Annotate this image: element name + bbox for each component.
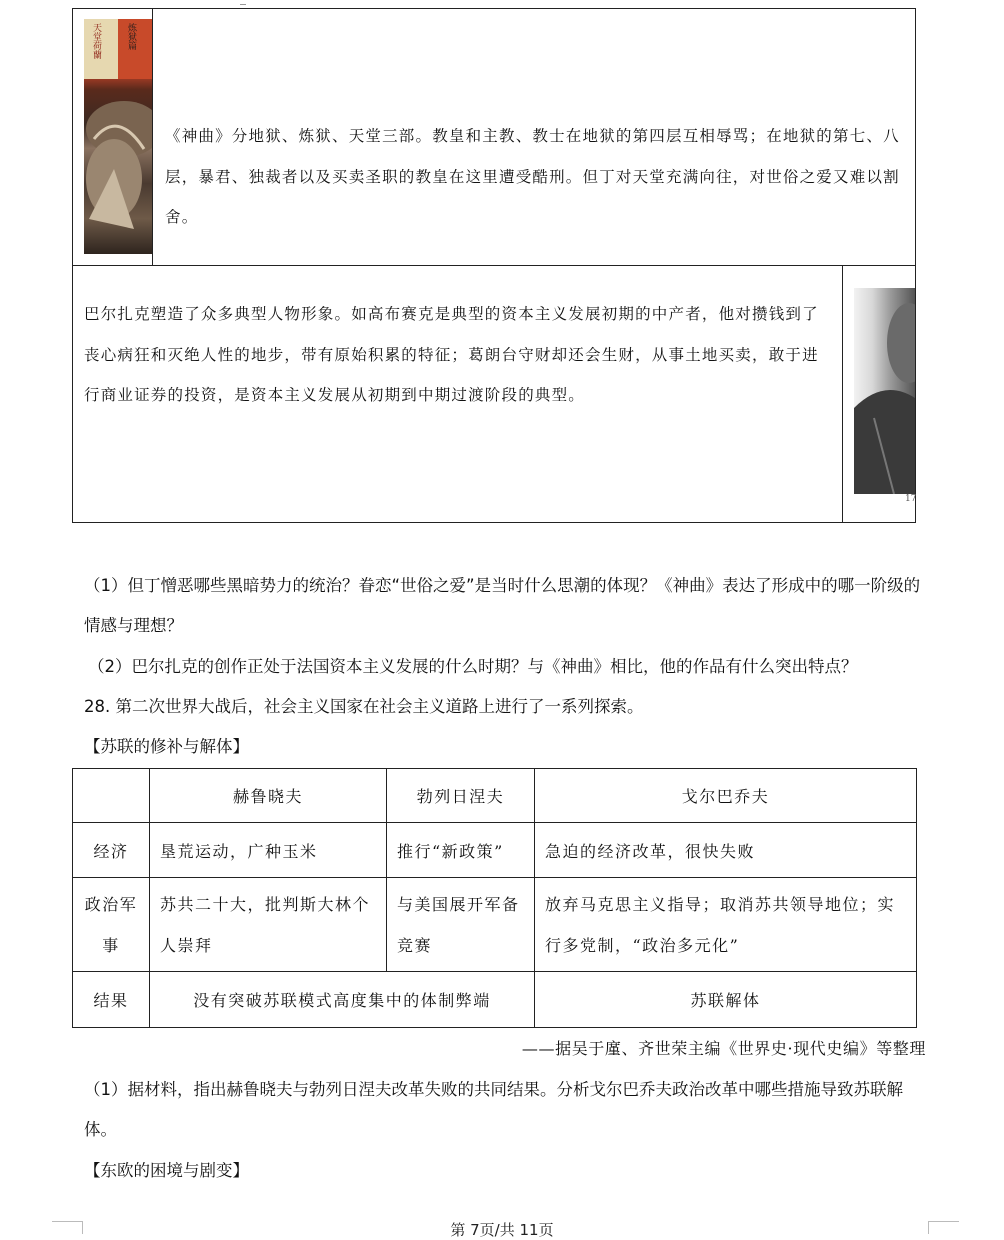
table-header-cell xyxy=(73,769,150,823)
table-cell: 苏共二十大，批判斯大林个人崇拜 xyxy=(150,878,387,972)
divine-comedy-image xyxy=(84,19,152,254)
table-cell: 结果 xyxy=(73,972,150,1028)
table-cell: 急迫的经济改革，很快失败 xyxy=(535,823,917,878)
question-28: 28. 第二次世界大战后，社会主义国家在社会主义道路上进行了一系列探索。 xyxy=(84,697,644,716)
section-title-soviet: 【苏联的修补与解体】 xyxy=(84,737,249,756)
cover-title-left: 天堂荷蘭 xyxy=(91,23,101,59)
page-footer: 第 7页/共 11页 xyxy=(450,1221,554,1239)
table-header-cell: 赫鲁晓夫 xyxy=(150,769,387,823)
table-cell: 推行“新政策” xyxy=(387,823,535,878)
balzac-paragraph: 巴尔扎克塑造了众多典型人物形象。如高布赛克是典型的资本主义发展初期的中产者，他对攒钱到了丧心病狂和灭绝人性的地步，带有原始积累的特征；葛朗台守财却还会生财，从事土地买卖，敢于进行商业证券的投资，是资本主义发展从初期到中期过渡阶段的典型。 xyxy=(84,305,819,404)
table-cell: 经济 xyxy=(73,823,150,878)
photo-caption: 17 xyxy=(905,494,917,504)
cover-title-right: 炼狱篇 xyxy=(126,23,136,50)
question-27-1: （1）但丁憎恶哪些黑暗势力的统治？眷恋“世俗之爱”是当时什么思潮的体现？《神曲》表达了形成中的哪一阶级的情感与理想？ xyxy=(84,576,921,635)
section-title-eastern-europe: 【东欧的困境与剧变】 xyxy=(84,1161,249,1180)
table-cell: 没有突破苏联模式高度集中的体制弊端 xyxy=(150,972,535,1028)
top-decoration xyxy=(240,0,246,5)
table-header-row xyxy=(73,769,917,823)
question-28-1: （1）据材料，指出赫鲁晓夫与勃列日涅夫改革失败的共同结果。分析戈尔巴乔夫政治改革中哪些措施导致苏联解体。 xyxy=(84,1080,903,1139)
table-cell: 垦荒运动，广种玉米 xyxy=(150,823,387,878)
divine-comedy-paragraph: 《神曲》分地狱、炼狱、天堂三部。教皇和主教、教士在地狱的第四层互相辱骂；在地狱的第七、八层，暴君、独裁者以及买卖圣职的教皇在这里遭受酷刑。但丁对天堂充满向往，对世俗之爱又难以割舍。 xyxy=(165,127,900,226)
table-source: ——据吴于廑、齐世荣主编《世界史·现代史编》等整理 xyxy=(521,1039,926,1058)
divine-comedy-divider xyxy=(152,9,153,265)
table-cell: 政治军事 xyxy=(73,878,150,972)
table-cell: 苏联解体 xyxy=(535,972,917,1028)
table-cell: 与美国展开军备竞赛 xyxy=(387,878,535,972)
table-row-politics xyxy=(73,878,917,972)
soviet-reform-table xyxy=(72,768,917,1028)
balzac-portrait xyxy=(854,288,915,494)
table-header-cell: 戈尔巴乔夫 xyxy=(535,769,917,823)
table-cell: 放弃马克思主义指导；取消苏共领导地位；实行多党制，“政治多元化” xyxy=(535,878,917,972)
table-row-economy xyxy=(73,823,917,878)
portrait-art xyxy=(854,288,915,494)
balzac-divider xyxy=(842,266,843,522)
table-row-result xyxy=(73,972,917,1028)
table-header-cell: 勃列日涅夫 xyxy=(387,769,535,823)
question-27-2: （2）巴尔扎克的创作正处于法国资本主义发展的什么时期？与《神曲》相比，他的作品有什么突出特点？ xyxy=(88,657,858,676)
